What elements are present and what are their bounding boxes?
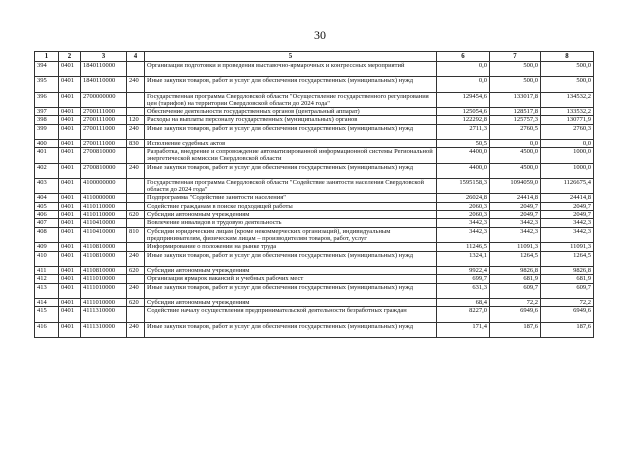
amount-year-1: 0,0 [437, 77, 490, 92]
row-number: 405 [35, 202, 59, 210]
amount-year-1: 699,7 [437, 275, 490, 283]
amount-year-1: 2060,3 [437, 211, 490, 219]
expense-name: Исполнение судебных актов [145, 139, 437, 147]
column-header: 7 [490, 52, 541, 62]
amount-year-1: 4400,0 [437, 163, 490, 178]
expense-type-code [127, 148, 145, 163]
row-number: 394 [35, 62, 59, 77]
expense-name: Расходы на выплаты персоналу государственных (муниципальных) органов [145, 116, 437, 124]
amount-year-2: 2049,7 [490, 211, 541, 219]
table-row [35, 307, 594, 322]
table-row [35, 243, 594, 251]
amount-year-3: 6949,6 [541, 307, 594, 322]
target-article-code: 2700111000 [81, 139, 127, 147]
section-code: 0401 [59, 266, 81, 274]
amount-year-2: 3442,3 [490, 227, 541, 242]
row-number: 396 [35, 92, 59, 107]
expense-name: Государственная программа Свердловской области "Содействие занятости населения Свердловской области до 2024 года" [145, 178, 437, 193]
amount-year-2: 6949,6 [490, 307, 541, 322]
table-row [35, 124, 594, 139]
expense-name: Иные закупки товаров, работ и услуг для обеспечения государственных (муниципальных) нужд [145, 251, 437, 266]
amount-year-2: 4500,0 [490, 163, 541, 178]
table-row [35, 139, 594, 147]
amount-year-2: 187,6 [490, 322, 541, 337]
table-row [35, 275, 594, 283]
section-code: 0401 [59, 227, 81, 242]
amount-year-3: 134532,2 [541, 92, 594, 107]
section-code: 0401 [59, 251, 81, 266]
expense-name: Субсидии юридическим лицам (кроме некоммерческих организаций), индивидуальным предпринимателям, физическим лицам – производителям товаров, работ, услуг [145, 227, 437, 242]
expense-type-code: 120 [127, 116, 145, 124]
amount-year-2: 2049,7 [490, 202, 541, 210]
amount-year-1: 125054,6 [437, 107, 490, 115]
target-article-code: 4110810000 [81, 266, 127, 274]
row-number: 411 [35, 266, 59, 274]
table-row [35, 266, 594, 274]
section-code: 0401 [59, 283, 81, 298]
section-code: 0401 [59, 163, 81, 178]
amount-year-1: 8227,0 [437, 307, 490, 322]
table-body [35, 62, 594, 338]
section-code: 0401 [59, 148, 81, 163]
amount-year-3: 9826,8 [541, 266, 594, 274]
amount-year-3: 130771,9 [541, 116, 594, 124]
row-number: 414 [35, 298, 59, 306]
table-row [35, 219, 594, 227]
amount-year-1: 122292,8 [437, 116, 490, 124]
amount-year-1: 2060,3 [437, 202, 490, 210]
column-header: 6 [437, 52, 490, 62]
target-article-code: 2700810000 [81, 163, 127, 178]
amount-year-2: 125757,3 [490, 116, 541, 124]
row-number: 406 [35, 211, 59, 219]
expense-type-code [127, 178, 145, 193]
row-number: 399 [35, 124, 59, 139]
amount-year-1: 3442,3 [437, 219, 490, 227]
column-header: 1 [35, 52, 59, 62]
amount-year-3: 72,2 [541, 298, 594, 306]
table-row [35, 194, 594, 202]
expense-name: Субсидии автономным учреждениям [145, 266, 437, 274]
amount-year-2: 4500,0 [490, 148, 541, 163]
table-row [35, 211, 594, 219]
target-article-code: 2700111000 [81, 107, 127, 115]
amount-year-1: 26024,8 [437, 194, 490, 202]
section-code: 0401 [59, 77, 81, 92]
expense-type-code: 620 [127, 266, 145, 274]
target-article-code: 2700810000 [81, 148, 127, 163]
amount-year-3: 1264,5 [541, 251, 594, 266]
expense-name: Информирование о положении на рынке труда [145, 243, 437, 251]
expense-name: Содействие гражданам в поиске подходящей работы [145, 202, 437, 210]
target-article-code: 2700000000 [81, 92, 127, 107]
amount-year-2: 1264,5 [490, 251, 541, 266]
expense-type-code: 240 [127, 322, 145, 337]
expense-type-code: 620 [127, 298, 145, 306]
row-number: 400 [35, 139, 59, 147]
amount-year-3: 2049,7 [541, 202, 594, 210]
target-article-code: 4111310000 [81, 322, 127, 337]
column-header: 4 [127, 52, 145, 62]
amount-year-1: 4400,0 [437, 148, 490, 163]
section-code: 0401 [59, 92, 81, 107]
expense-name: Иные закупки товаров, работ и услуг для обеспечения государственных (муниципальных) нужд [145, 163, 437, 178]
section-code: 0401 [59, 178, 81, 193]
amount-year-3: 11091,3 [541, 243, 594, 251]
expense-name: Разработка, внедрение и сопровождение автоматизированной информационной системы Региональной энергетической комиссии Свердловской области [145, 148, 437, 163]
table-row [35, 148, 594, 163]
amount-year-1: 1595158,3 [437, 178, 490, 193]
expense-name: Вовлечение инвалидов в трудовую деятельность [145, 219, 437, 227]
amount-year-3: 500,0 [541, 62, 594, 77]
target-article-code: 4110110000 [81, 202, 127, 210]
row-number: 412 [35, 275, 59, 283]
row-number: 402 [35, 163, 59, 178]
amount-year-3: 500,0 [541, 77, 594, 92]
row-number: 407 [35, 219, 59, 227]
expense-name: Иные закупки товаров, работ и услуг для обеспечения государственных (муниципальных) нужд [145, 283, 437, 298]
budget-table [34, 51, 594, 338]
table-row [35, 322, 594, 337]
amount-year-3: 3442,3 [541, 227, 594, 242]
expense-type-code: 240 [127, 124, 145, 139]
expense-name: Субсидии автономным учреждениям [145, 298, 437, 306]
target-article-code: 4110810000 [81, 251, 127, 266]
amount-year-3: 1000,0 [541, 148, 594, 163]
expense-type-code [127, 62, 145, 77]
row-number: 415 [35, 307, 59, 322]
expense-type-code [127, 194, 145, 202]
expense-type-code [127, 92, 145, 107]
section-code: 0401 [59, 275, 81, 283]
target-article-code: 4110000000 [81, 194, 127, 202]
amount-year-1: 68,4 [437, 298, 490, 306]
expense-name: Обеспечение деятельности государственных органов (центральный аппарат) [145, 107, 437, 115]
table-row [35, 107, 594, 115]
expense-name: Иные закупки товаров, работ и услуг для обеспечения государственных (муниципальных) нужд [145, 322, 437, 337]
expense-type-code: 810 [127, 227, 145, 242]
amount-year-1: 0,0 [437, 62, 490, 77]
expense-name: Организация ярмарок вакансий и учебных рабочих мест [145, 275, 437, 283]
row-number: 398 [35, 116, 59, 124]
section-code: 0401 [59, 124, 81, 139]
amount-year-2: 3442,3 [490, 219, 541, 227]
table-row [35, 251, 594, 266]
expense-type-code: 240 [127, 163, 145, 178]
expense-type-code: 240 [127, 77, 145, 92]
expense-name: Иные закупки товаров, работ и услуг для обеспечения государственных (муниципальных) нужд [145, 77, 437, 92]
section-code: 0401 [59, 202, 81, 210]
expense-type-code [127, 219, 145, 227]
expense-type-code [127, 107, 145, 115]
amount-year-3: 2049,7 [541, 211, 594, 219]
amount-year-1: 9922,4 [437, 266, 490, 274]
table-row [35, 227, 594, 242]
amount-year-3: 133532,2 [541, 107, 594, 115]
table-row [35, 202, 594, 210]
table-row [35, 92, 594, 107]
column-header: 5 [145, 52, 437, 62]
row-number: 401 [35, 148, 59, 163]
amount-year-2: 500,0 [490, 62, 541, 77]
amount-year-1: 129454,6 [437, 92, 490, 107]
row-number: 404 [35, 194, 59, 202]
amount-year-1: 11246,5 [437, 243, 490, 251]
target-article-code: 2700111000 [81, 124, 127, 139]
table-header-row [35, 52, 594, 62]
row-number: 395 [35, 77, 59, 92]
row-number: 408 [35, 227, 59, 242]
amount-year-2: 681,9 [490, 275, 541, 283]
row-number: 403 [35, 178, 59, 193]
amount-year-2: 24414,8 [490, 194, 541, 202]
amount-year-2: 133017,8 [490, 92, 541, 107]
table-row [35, 62, 594, 77]
target-article-code: 4110110000 [81, 211, 127, 219]
table-row [35, 298, 594, 306]
target-article-code: 4111310000 [81, 307, 127, 322]
amount-year-3: 681,9 [541, 275, 594, 283]
amount-year-1: 3442,3 [437, 227, 490, 242]
expense-name: Иные закупки товаров, работ и услуг для обеспечения государственных (муниципальных) нужд [145, 124, 437, 139]
amount-year-1: 1324,1 [437, 251, 490, 266]
amount-year-3: 1126675,4 [541, 178, 594, 193]
expense-type-code: 620 [127, 211, 145, 219]
target-article-code: 2700111000 [81, 116, 127, 124]
amount-year-3: 2760,3 [541, 124, 594, 139]
column-header: 2 [59, 52, 81, 62]
section-code: 0401 [59, 322, 81, 337]
expense-name: Подпрограмма "Содействие занятости населения" [145, 194, 437, 202]
column-header: 8 [541, 52, 594, 62]
row-number: 410 [35, 251, 59, 266]
row-number: 397 [35, 107, 59, 115]
amount-year-2: 128517,8 [490, 107, 541, 115]
expense-type-code [127, 307, 145, 322]
expense-type-code [127, 275, 145, 283]
section-code: 0401 [59, 116, 81, 124]
expense-name: Государственная программа Свердловской области "Осуществление государственного регулирования цен (тарифов) на территории Свердловской области до 2024 года" [145, 92, 437, 107]
target-article-code: 4110410000 [81, 219, 127, 227]
section-code: 0401 [59, 211, 81, 219]
amount-year-1: 631,3 [437, 283, 490, 298]
target-article-code: 1840110000 [81, 62, 127, 77]
table-row [35, 283, 594, 298]
target-article-code: 4111010000 [81, 275, 127, 283]
table-row [35, 116, 594, 124]
target-article-code: 4110810000 [81, 243, 127, 251]
amount-year-1: 50,5 [437, 139, 490, 147]
amount-year-2: 2760,5 [490, 124, 541, 139]
target-article-code: 4111010000 [81, 298, 127, 306]
expense-type-code [127, 202, 145, 210]
table-row [35, 163, 594, 178]
amount-year-2: 0,0 [490, 139, 541, 147]
section-code: 0401 [59, 307, 81, 322]
amount-year-1: 171,4 [437, 322, 490, 337]
target-article-code: 4100000000 [81, 178, 127, 193]
amount-year-2: 9826,8 [490, 266, 541, 274]
table-row [35, 178, 594, 193]
section-code: 0401 [59, 243, 81, 251]
expense-type-code [127, 243, 145, 251]
column-header: 3 [81, 52, 127, 62]
section-code: 0401 [59, 139, 81, 147]
amount-year-2: 1094059,0 [490, 178, 541, 193]
expense-type-code: 830 [127, 139, 145, 147]
section-code: 0401 [59, 298, 81, 306]
expense-name: Содействие началу осуществления предпринимательской деятельности безработных граждан [145, 307, 437, 322]
amount-year-2: 609,7 [490, 283, 541, 298]
amount-year-3: 24414,8 [541, 194, 594, 202]
row-number: 409 [35, 243, 59, 251]
section-code: 0401 [59, 219, 81, 227]
amount-year-1: 2711,3 [437, 124, 490, 139]
target-article-code: 1840110000 [81, 77, 127, 92]
amount-year-3: 1000,0 [541, 163, 594, 178]
target-article-code: 4110410000 [81, 227, 127, 242]
expense-type-code: 240 [127, 283, 145, 298]
amount-year-3: 3442,3 [541, 219, 594, 227]
expense-name: Организация подготовки и проведения выставочно-ярмарочных и конгрессных мероприятий [145, 62, 437, 77]
row-number: 416 [35, 322, 59, 337]
amount-year-3: 0,0 [541, 139, 594, 147]
expense-type-code: 240 [127, 251, 145, 266]
section-code: 0401 [59, 107, 81, 115]
section-code: 0401 [59, 194, 81, 202]
row-number: 413 [35, 283, 59, 298]
amount-year-3: 609,7 [541, 283, 594, 298]
page-number: 30 [314, 28, 326, 42]
amount-year-2: 11091,3 [490, 243, 541, 251]
amount-year-3: 187,6 [541, 322, 594, 337]
table-row [35, 77, 594, 92]
section-code: 0401 [59, 62, 81, 77]
target-article-code: 4111010000 [81, 283, 127, 298]
amount-year-2: 500,0 [490, 77, 541, 92]
amount-year-2: 72,2 [490, 298, 541, 306]
expense-name: Субсидии автономным учреждениям [145, 211, 437, 219]
